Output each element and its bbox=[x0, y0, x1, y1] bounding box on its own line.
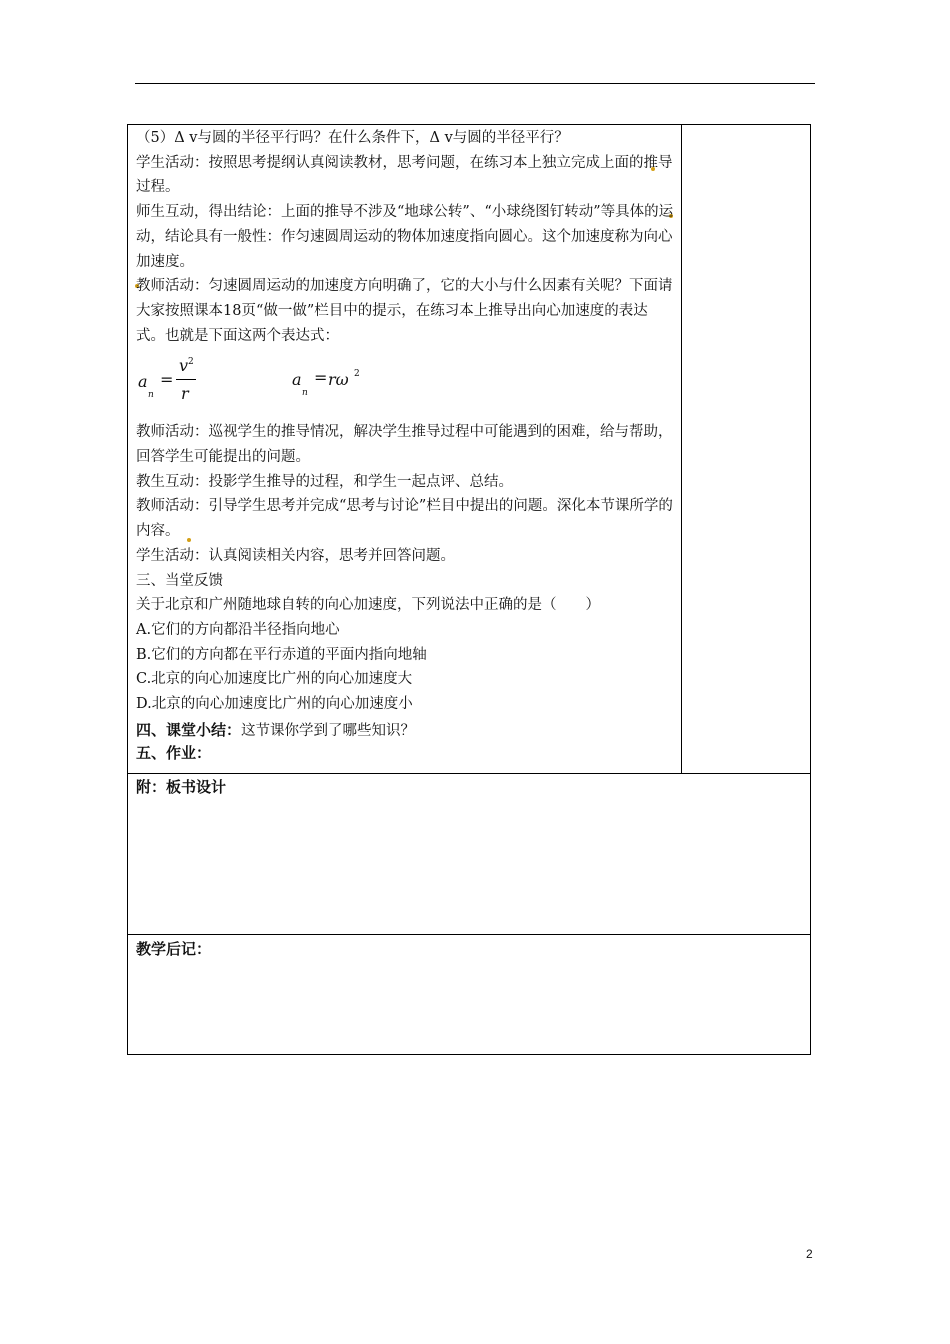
class-summary-heading: 四、课堂小结： bbox=[136, 720, 242, 739]
student-activity: 学生活动：按照思考提纲认真阅读教材，思考问题，在练习本上独立完成上面的推导过程。 bbox=[136, 154, 673, 196]
teacher-activity: 教师活动：引导学生思考并完成“思考与讨论”栏目中提出的问题。深化本节课所学的内容。 bbox=[136, 498, 673, 540]
teacher-student-interaction: 师生互动，得出结论：上面的推导不涉及“地球公转”、“小球绕图钉转动”等具体的运动，结论具有一般性：作匀速圆周运动的物体加速度指向圆心。这个加速度称为向心加速度。 bbox=[136, 204, 674, 270]
quiz-option-a: A.它们的方向都沿半径指向地心 bbox=[136, 621, 340, 638]
question-5: （5）Δ v与圆的半径平行吗？在什么条件下，Δ v与圆的半径平行？ bbox=[136, 130, 569, 146]
board-design-cell bbox=[127, 773, 811, 935]
quiz-option-d: D.北京的向心加速度比广州的向心加速度小 bbox=[136, 696, 413, 713]
lesson-body bbox=[136, 126, 676, 764]
header-rule bbox=[135, 83, 815, 84]
fraction-bar bbox=[176, 379, 196, 380]
homework-heading: 五、作业： bbox=[136, 743, 212, 762]
section-heading: 三、当堂反馈 bbox=[136, 572, 223, 589]
quiz-option-b: B.它们的方向都在平行赤道的平面内指向地轴 bbox=[136, 646, 427, 663]
side-notes-cell bbox=[681, 124, 811, 774]
class-summary-text: 这节课你学到了哪些知识？ bbox=[241, 722, 416, 739]
student-activity: 学生活动：认真阅读相关内容，思考并回答问题。 bbox=[136, 547, 455, 564]
teaching-notes-title: 教学后记： bbox=[136, 940, 212, 958]
teacher-activity: 教师活动：匀速圆周运动的加速度方向明确了，它的大小与什么因素有关呢？下面请大家按照课本18页“做一做”栏目中的提示，在练习本上推导出向心加速度的表达式。也就是下面这两个表达式： bbox=[136, 278, 673, 344]
centripetal-acceleration-formula-1: a n = v 2 r bbox=[138, 350, 218, 410]
class-summary bbox=[136, 719, 676, 742]
teaching-notes-cell bbox=[127, 934, 811, 1055]
quiz-option-c: C.北京的向心加速度比广州的向心加速度大 bbox=[136, 671, 413, 688]
page-number: 2 bbox=[806, 1247, 813, 1261]
formula-row bbox=[136, 348, 676, 420]
teacher-activity: 教师活动：巡视学生的推导情况，解决学生推导过程中可能遇到的困难，给与帮助，回答学生可能提出的问题。 bbox=[136, 424, 673, 466]
centripetal-acceleration-formula-2: a n = rω 2 bbox=[292, 368, 360, 399]
board-design-title: 附：板书设计 bbox=[136, 778, 227, 796]
quiz-question: 关于北京和广州随地球自转的向心加速度，下列说法中正确的是（ ） bbox=[136, 597, 600, 614]
teacher-student-interaction: 教生互动：投影学生推导的过程，和学生一起点评、总结。 bbox=[136, 473, 513, 490]
